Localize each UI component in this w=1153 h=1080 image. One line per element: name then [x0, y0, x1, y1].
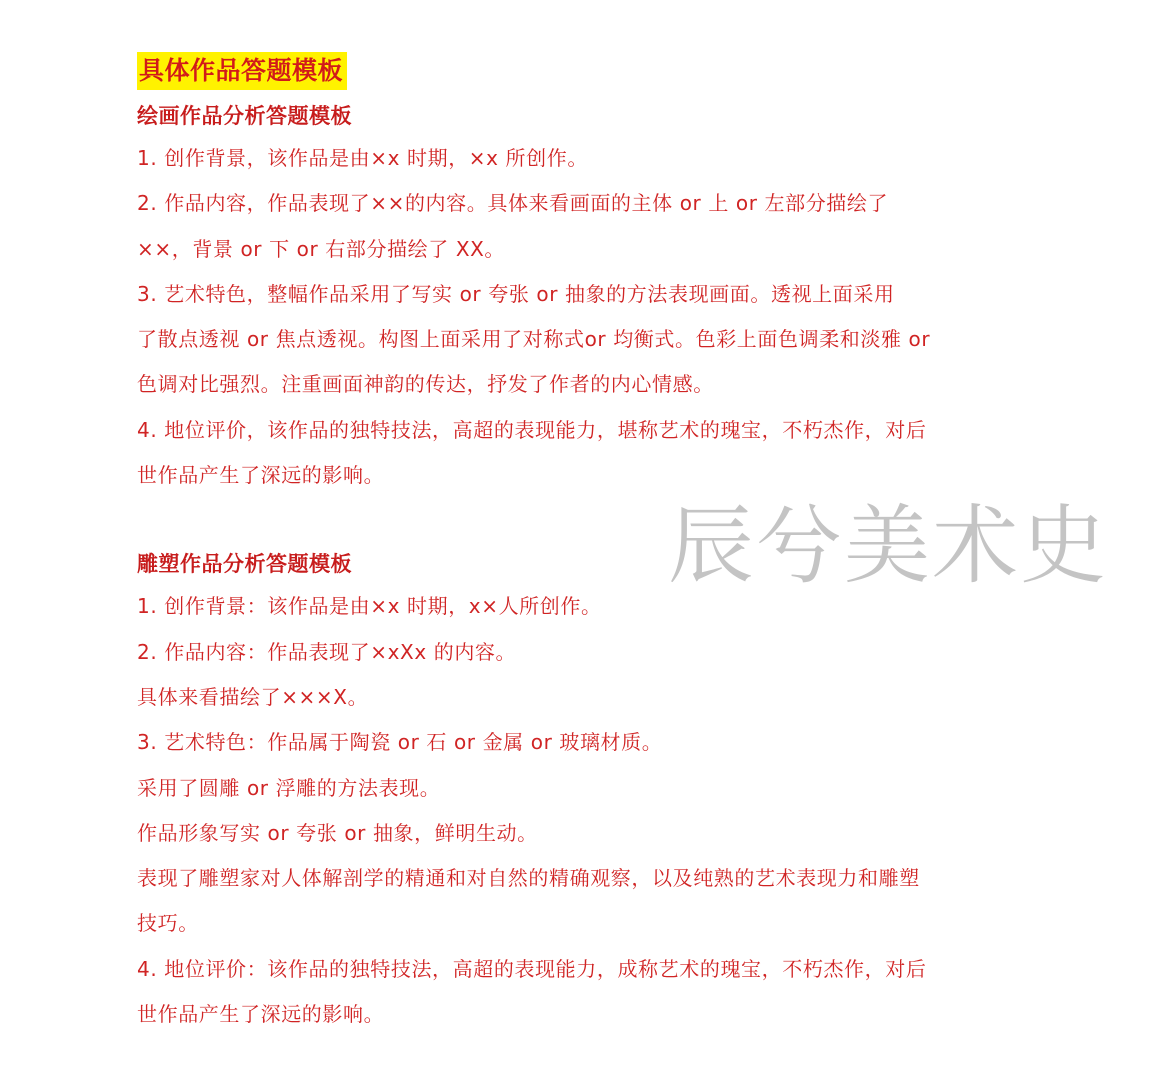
sculpture-line-2: 2. 作品内容：作品表现了×xXx 的内容。	[137, 639, 517, 664]
painting-line-8: 世作品产生了深远的影响。	[137, 463, 385, 488]
painting-line-2: 2. 作品内容，作品表现了××的内容。具体来看画面的主体 or 上 or 左部分描绘了	[137, 191, 889, 216]
sculpture-line-6: 作品形象写实 or 夸张 or 抽象，鲜明生动。	[137, 820, 538, 845]
sculpture-analysis-section	[137, 550, 1037, 1037]
painting-line-4: 3. 艺术特色，整幅作品采用了写实 or 夸张 or 抽象的方法表现画面。透视上面采用	[137, 281, 895, 306]
main-title: 具体作品答题模板	[137, 52, 347, 90]
sculpture-line-5: 采用了圆雕 or 浮雕的方法表现。	[137, 775, 441, 800]
painting-analysis-section	[137, 102, 1037, 498]
sculpture-line-3: 具体来看描绘了×××X。	[137, 684, 369, 709]
sculpture-line-8: 技巧。	[137, 911, 199, 936]
painting-line-1: 1. 创作背景，该作品是由×x 时期，×x 所创作。	[137, 146, 588, 170]
watermark-text: 辰兮美术史	[668, 496, 1108, 596]
sculpture-line-1: 1. 创作背景：该作品是由×x 时期，x×人所创作。	[137, 594, 602, 619]
sculpture-line-10: 世作品产生了深远的影响。	[137, 1002, 385, 1027]
sculpture-line-7: 表现了雕塑家对人体解剖学的精通和对自然的精确观察，以及纯熟的艺术表现力和雕塑	[137, 866, 920, 891]
section-title-painting: 绘画作品分析答题模板	[137, 104, 352, 128]
sculpture-line-9: 4. 地位评价：该作品的独特技法，高超的表现能力，成称艺术的瑰宝，不朽杰作，对后	[137, 956, 927, 981]
sculpture-line-4: 3. 艺术特色：作品属于陶瓷 or 石 or 金属 or 玻璃材质。	[137, 730, 663, 755]
painting-line-5: 了散点透视 or 焦点透视。构图上面采用了对称式or 均衡式。色彩上面色调柔和淡雅 or	[137, 327, 931, 352]
painting-line-7: 4. 地位评价，该作品的独特技法，高超的表现能力，堪称艺术的瑰宝，不朽杰作，对后	[137, 417, 927, 442]
painting-line-3: ××，背景 or 下 or 右部分描绘了 XX。	[137, 236, 506, 261]
painting-line-6: 色调对比强烈。注重画面神韵的传达，抒发了作者的内心情感。	[137, 372, 714, 397]
section-title-sculpture: 雕塑作品分析答题模板	[137, 552, 352, 577]
